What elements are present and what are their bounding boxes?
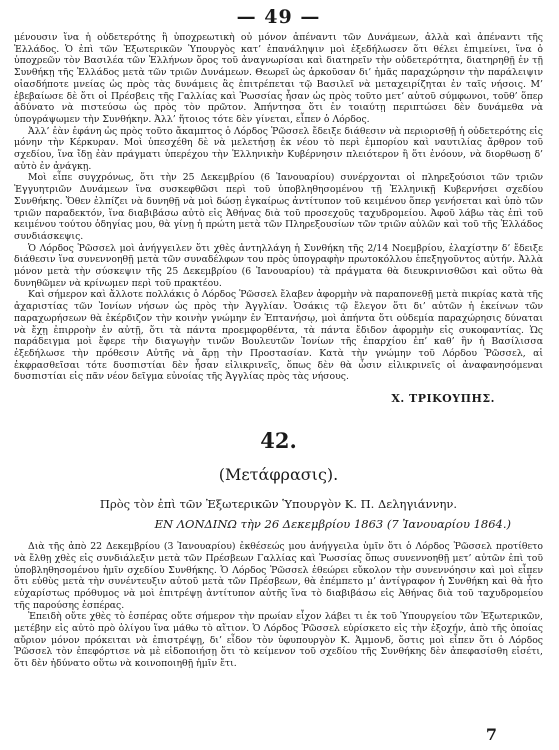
signature: Χ. ΤΡΙΚΟΥΠΗΣ.	[391, 392, 495, 406]
document-type: (Μετάφρασις).	[218, 465, 339, 485]
paragraph: Καὶ σήμερον καὶ ἄλλοτε πολλάκις ὁ Λόρδος Ῥῶσσελ ἔλαβεν ἀφορμὴν νὰ παραπονεθῇ μετὰ πικρίας κατὰ τῆς ἀχαριστίας τῶν Ἰονίων νήσων ὡς πρὸς τὴν Ἀγγλίαν. Ὁσάκις τῷ ἔλεγον ὅτι δι’ αὐτῶν ἡ ἐκείνων τῶν παραχωρήσεων θὰ ἐκέρδιζον τὴν κοινὴν γνώμην ἐν Ἑπτανήσῳ, μοὶ ἀπήντα ὅτι οὐδεμία παραχώρησις δύναται νὰ ἔχῃ ἐπιρροὴν ἐν αὐτῇ, ὅτι τὰ πάντα προεμφορθέντα, τὰ πάντα ἔδιδον ἀφορμὴν εἰς συκοφαντίας. Ὡς παράδειγμα μοὶ ἔφερε τὴν διαγωγὴν τινῶν Βουλευτῶν Ἰονίων τῆς ἐπαρχίου ἐπ’ καθ’ ἣν ἡ Βασίλισσα ἐξεδήλωσε τὴν πρόθεσιν Αὐτῆς νὰ ἄρῃ τὴν Προστασίαν. Κατὰ τὴν γνώμην τοῦ Λόρδου Ῥῶσσελ, αἱ ἐκφρασθεῖσαι τότε δυσπιστίαι δὲν ἦσαν εἰλικρινεῖς, ὅπως δὲν θὰ ὦσιν εἰλικρινεῖς οἱ ἀναφανησόμεναι δυσπιστίαι εἰς πᾶν νέον δεῖγμα εὐνοίας τῆς Ἀγγλίας πρὸς τὰς νήσους.	[14, 289, 543, 383]
paragraph: Μοὶ εἶπε συγχρόνως, ὅτι τὴν 25 Δεκεμβρίου (6 Ἰανουαρίου) συνέρχονται οἱ πληρεξούσιοι τῶν τριῶν Ἐγγυητριῶν Δυνάμεων ἵνα συσκεφθῶσι περὶ τοῦ ὑποβληθησομένου τῇ Ἑλληνικῇ Κυβερνήσει σχεδίου Συνθήκης. Ὅθεν ἐλπίζει νὰ δυνηθῇ νὰ μοὶ δώσῃ ἐγκαίρως ἀντίτυπον τοῦ κειμένου ὅπερ γενήσεται καὶ ὑπὸ τῶν τριῶν παραδεκτόν, ἵνα διαβιβάσω αὐτὸ εἰς Ἀθήνας διὰ τοῦ προσεχοῦς ταχυδρομείου. Ἀφοῦ λάβω τὰς ἐπὶ τοῦ κειμένου τούτου ὁδηγίας μου, θὰ γίνῃ ἡ πρώτη μετὰ τῶν Πληρεξουσίων τῶν τριῶν αὐλῶν καὶ τοῦ τῆς Ἑλλάδος συνδιάσκεψις.	[14, 172, 543, 242]
paragraph: Διὰ τῆς ἀπὸ 22 Δεκεμβρίου (3 Ἰανουαρίου) ἐκθέσεώς μου ἀνήγγειλα ὑμῖν ὅτι ὁ Λόρδος Ῥῶσσελ προτίθετο νὰ ἔλθῃ χθὲς εἰς συνδιάλεξιν μετὰ τῶν Πρέσβεων Γαλλίας καὶ Ῥωσσίας ὅπως συνεννοηθῇ μετ’ αὐτῶν ἐπὶ τοῦ ὑποβληθησομένου ἡμῖν σχεδίου Συνθήκης. Ὁ Λόρδος Ῥῶσσελ ἐθεώρει εὔκολον τὴν συνεννόησιν καὶ μοὶ εἶπεν ὅτι εὐθὺς μετὰ τὴν συνέντευξιν αὐτοῦ μετὰ τῶν Πρέσβεων, θὰ ἐπέμπετο μ’ ἀντίγραφον ἡ Συνθήκη καὶ θὰ ἦτο εὐχαρίστως πρόθυμος νὰ μοὶ ἐπιτρέψῃ ἀντίτυπον αὐτῆς ἵνα τὸ διαβιβάσω εἰς Ἀθήνας διὰ τοῦ ταχυδρομείου τῆς παρούσης ἑσπέρας.	[14, 541, 543, 611]
document-number: 42.	[260, 428, 297, 454]
letter-body-top	[14, 32, 543, 383]
sheet-mark: 7	[485, 725, 497, 744]
paragraph: Ἐπειδὴ οὔτε χθὲς τὸ ἑσπέρας οὔτε σήμερον τὴν πρωίαν εἶχον λάβει τι ἐκ τοῦ Ὑπουργείου τῶν Ἐξωτερικῶν, μετέβην εἰς αὐτὸ πρὸ ὀλίγου ἵνα μάθω τὸ αἴτιον. Ὁ Λόρδος Ῥῶσσελ εὑρίσκετο εἰς τὴν ἐξοχήν, ἀπὸ τῆς ὁποίας αὔριον μόνον πρόκειται νὰ ἐπιστρέψῃ, δι’ εἶδον τὸν ὑφυπουργὸν Κ. Ἀμμονδ, ὅστις μοὶ εἶπεν ὅτι ὁ Λόρδος Ῥῶσσελ τὸν ἐπεφόρτισε νὰ μὲ εἰδοποιήσῃ ὅτι τὸ κείμενον τοῦ σχεδίου τῆς Συνθήκης δὲν ἀπεφασίσθη εἰσέτι, ὅτι δὲν ἠδύνατο οὕτω νὰ κοινοποιηθῇ ἡμῖν ἔτι.	[14, 611, 543, 670]
dateline: ΕΝ ΛΟΝΔΙΝΩ τὴν 26 Δεκεμβρίου 1863 (7 Ἰανουαρίου 1864.)	[154, 517, 511, 532]
page-number: — 49 —	[236, 6, 321, 28]
paragraph: Ὁ Λόρδος Ῥῶσσελ μοὶ ἀνήγγειλεν ὅτι χθὲς ἀντηλλάγη ἡ Συνθήκη τῆς 2/14 Νοεμβρίου, ἐλαχίστην δ’ ἔδειξε διάθεσιν ἵνα συνεννοηθῇ μετὰ τῶν συναδέλφων του πρὸς ὑπογραφὴν πρωτοκόλλου ἐπεξηγοῦντος αὐτήν. Ἀλλὰ μόνον μετὰ τὴν σύσκεψιν τῆς 25 Δεκεμβρίου (6 Ἰανουαρίου) τὰ πράγματα θὰ διευκρινισθῶσι καὶ οὕτω θὰ δυνηθῶμεν νὰ κρίνωμεν περὶ τοῦ πρακτέου.	[14, 242, 543, 289]
addressee-line: Πρὸς τὸν ἐπὶ τῶν Ἐξωτερικῶν Ὑπουργὸν Κ. Π. Δεληγιάννην.	[99, 497, 458, 512]
paragraph: Ἀλλ’ ἐὰν ἐφάνη ὡς πρὸς τοῦτο ἄκαμπτος ὁ Λόρδος Ῥῶσσελ ἔδειξε διάθεσιν νὰ περιορισθῇ ἡ οὐδετερότης εἰς μόνην τὴν Κέρκυραν. Μοὶ ὑπεσχέθη δὲ νὰ μελετήσῃ ἐκ νέου τὸ περὶ ἐμπορίου καὶ ναυτιλίας ἄρθρον τοῦ σχεδίου, ἵνα ἴδῃ ἐὰν πράγματι ὑπερέχου τὴν Ἑλληνικὴν Κυβέρνησιν πλειότερον ἢ ὅτι ἐνόουν, νὰ διορθωσῃ δ’ αὐτὸ ἐν ἀνάγκῃ.	[14, 125, 543, 172]
letter-body-bottom	[14, 541, 543, 670]
paragraph: μένουσιν ἵνα ἡ οὐδετερότης ἢ ὑποχρεωτικὴ οὐ μόνον ἀπέναντι τῶν Δυνάμεων, ἀλλὰ καὶ ἀπέναντι τῆς Ἑλλάδος. Ὁ ἐπὶ τῶν Ἐξωτερικῶν Ὑπουργὸς κατ’ ἐπανάληψιν μοὶ ἐξεδήλωσεν ὅτι θέλει ἐπιμείνει, ἵνα ὁ ὑποχρεῶν τὸν Βασιλέα τῶν Ἑλλήνων ὅρος τοῦ ἀναγνωρίσαι καὶ διατηρεῖν τὴν οὐδετερότητα, διατηρηθῇ ἐν τῇ Συνθήκῃ τῆς Ἑλλάδος μετὰ τῶν τριῶν Δυνάμεων. Θεωρεῖ ὡς ἀρκοῦσαν δι’ ἡμᾶς παραχώρησιν τὴν παράλειψιν οἱασδήποτε μνείας ὡς πρὸς τὰς δυνάμεις ἃς ἐπιτρέπεται τῷ Βασιλεῖ νὰ μεταχειρίζηται ἐν ταῖς νήσοις. Μ’ ἐβεβαίωσε δὲ ὅτι οἱ Πρέσβεις τῆς Γαλλίας καὶ Ῥωσσίας ἦσαν ὡς πρὸς τοῦτο μετ’ αὐτοῦ σύμφωνοι, τοῦθ’ ὅπερ ἀδύνατο νὰ πιστεύσω ὡς πρὸς τὸν πρῶτον. Ἀπήντησα ὅτι ἐν τοιαύτῃ περιπτώσει δὲν δυνάμεθα νὰ ὑπογράψωμεν τὴν Συνθήκην. Ἀλλ’ ἥτοιος τότε δὲν γίνεται, εἶπεν ὁ Λόρδος.	[14, 32, 543, 125]
